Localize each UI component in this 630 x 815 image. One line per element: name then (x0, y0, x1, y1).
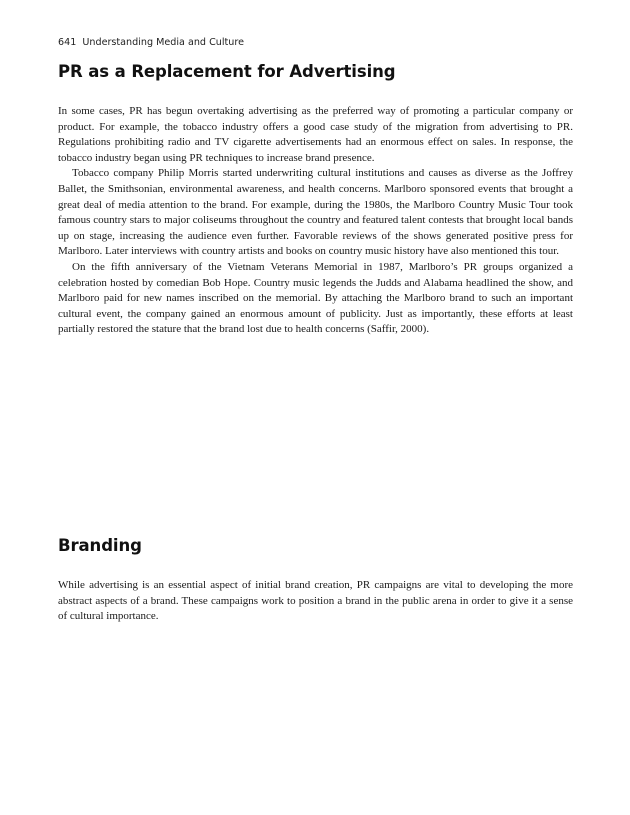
section-body-branding (58, 578, 573, 625)
page-number: 641 (58, 37, 77, 48)
section-body-pr-replacement (58, 104, 573, 338)
section-title-pr-replacement: PR as a Replacement for Advertising (58, 62, 396, 81)
running-title: Understanding Media and Culture (82, 37, 244, 48)
running-header (58, 37, 244, 48)
paragraph: Tobacco company Philip Morris started underwriting cultural institutions and causes as diverse as the Joffrey Ballet, the Smithsonian, environmental awareness, and health concerns. Marlboro sponsored events that brought a great deal of media attention to the brand. For example, during the 1980s, the Marlboro Country Music Tour took famous country stars to major coliseums throughout the country and featured talent contests that brought local bands up on stage, increasing the audience even further. Favorable reviews of the shows generated positive press for Marlboro. Later interviews with country artists and books on country music history have also mentioned this tour. (58, 167, 573, 258)
paragraph: While advertising is an essential aspect of initial brand creation, PR campaigns are vital to developing the more abstract aspects of a brand. These campaigns work to position a brand in the public arena in order to give it a sense of cultural importance. (58, 579, 573, 623)
section-title-branding: Branding (58, 536, 142, 555)
paragraph: On the fifth anniversary of the Vietnam Veterans Memorial in 1987, Marlboro’s PR groups organized a celebration hosted by comedian Bob Hope. Country music legends the Judds and Alabama headlined the show, and Marlboro paid for new names inscribed on the memorial. By attaching the Marlboro brand to such an important cultural event, the company gained an enormous amount of publicity. Just as importantly, these efforts at least partially restored the stature that the brand lost due to health concerns (Saffir, 2000). (58, 260, 573, 336)
paragraph: In some cases, PR has begun overtaking advertising as the preferred way of promoting a particular company or product. For example, the tobacco industry offers a good case study of the migration from advertising to PR. Regulations prohibiting radio and TV cigarette advertisements had an enormous effect on sales. In response, the tobacco industry began using PR techniques to increase brand presence. (58, 105, 573, 164)
